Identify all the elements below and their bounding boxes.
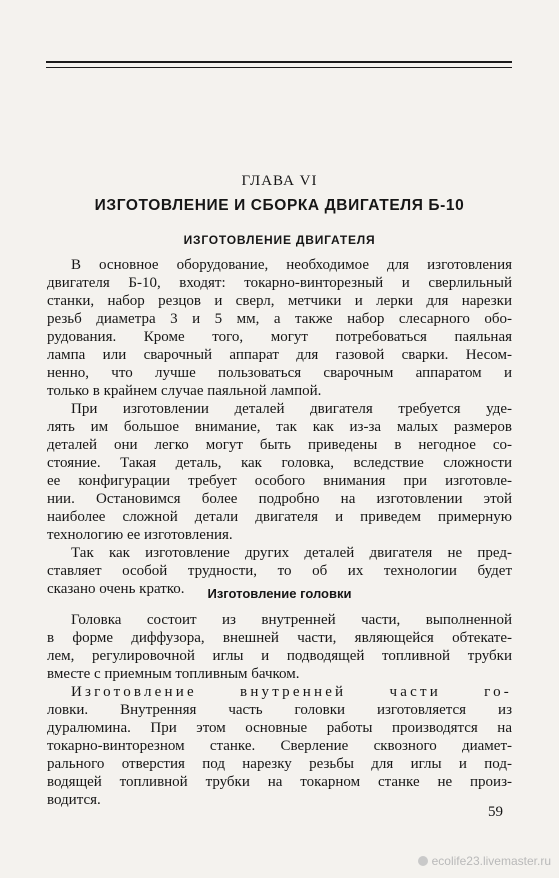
text-line: стояние. Такая деталь, как головка, вследствие сложности xyxy=(47,455,512,471)
text-line: Изготовление внутренней части го- xyxy=(71,684,512,700)
text-line: наиболее сложной детали двигателя и приведем примерную xyxy=(47,509,512,525)
subsection-title: Изготовление головки xyxy=(207,586,352,601)
section-body xyxy=(47,256,512,598)
text-line: водящей топливной трубки на токарном станке не произ- xyxy=(47,774,512,790)
page-number: 59 xyxy=(488,804,503,820)
text-line: ловки. Внутренняя часть головки изготовляется из xyxy=(47,702,512,718)
text-line: токарно-винторезном станке. Сверление сквозного диамет- xyxy=(47,738,512,754)
text-line: При изготовлении деталей двигателя требуется уде- xyxy=(71,401,512,417)
text-line: Головка состоит из внутренней части, выполненной xyxy=(71,612,512,628)
watermark-text: ecolife23.livemaster.ru xyxy=(431,854,551,868)
text-line: ненно, что лучше пользоваться сварочным аппаратом и xyxy=(47,365,512,381)
text-line: только в крайнем случае паяльной лампой. xyxy=(47,383,322,399)
chapter-label: ГЛАВА VI xyxy=(241,173,318,189)
watermark xyxy=(418,854,551,868)
watermark-logo-icon xyxy=(418,856,428,866)
text-line: В основное оборудование, необходимое для изготовления xyxy=(71,257,512,273)
text-line: дуралюмина. При этом основные работы производятся на xyxy=(47,720,512,736)
text-line: вместе с приемным топливным бачком. xyxy=(47,666,300,682)
text-line: лять им большое внимание, так как из-за малых размеров xyxy=(47,419,512,435)
subsection-body xyxy=(47,611,512,809)
text-line: резьб диаметра 3 и 5 мм, а также набор слесарного обо- xyxy=(47,311,512,327)
text-line: станки, набор резцов и сверл, метчики и лерки для нарезки xyxy=(47,293,512,309)
text-line: нии. Остановимся более подробно на изготовлении этой xyxy=(47,491,512,507)
text-line: в форме диффузора, внешней части, являющейся обтекате- xyxy=(47,630,512,646)
text-line: ее конфигурации требует особого внимания при изготовле- xyxy=(47,473,512,489)
text-line: ставляет особой трудности, то об их технологии будет xyxy=(47,563,512,579)
section-title: ИЗГОТОВЛЕНИЕ ДВИГАТЕЛЯ xyxy=(183,233,376,247)
text-line: двигателя Б-10, входят: токарно-винторезный и сверлильный xyxy=(47,275,512,291)
text-line: сказано очень кратко. xyxy=(47,581,185,597)
text-line: рального отверстия под нарезку резьбы для иглы и под- xyxy=(47,756,512,772)
header-rule-thick xyxy=(46,61,512,63)
text-line: лампа или сварочный аппарат для газовой сварки. Несом- xyxy=(47,347,512,363)
chapter-title: ИЗГОТОВЛЕНИЕ И СБОРКА ДВИГАТЕЛЯ Б-10 xyxy=(94,197,465,214)
text-line: водится. xyxy=(47,792,101,808)
text-line: технологию ее изготовления. xyxy=(47,527,233,543)
text-line: рудования. Кроме того, могут потребоваться паяльная xyxy=(47,329,512,345)
header-rule-thin xyxy=(46,67,512,68)
text-line: лем, регулировочной иглы и подводящей топливной трубки xyxy=(47,648,512,664)
text-line: деталей они легко могут быть приведены в негодное со- xyxy=(47,437,512,453)
text-line: Так как изготовление других деталей двигателя не пред- xyxy=(71,545,512,561)
